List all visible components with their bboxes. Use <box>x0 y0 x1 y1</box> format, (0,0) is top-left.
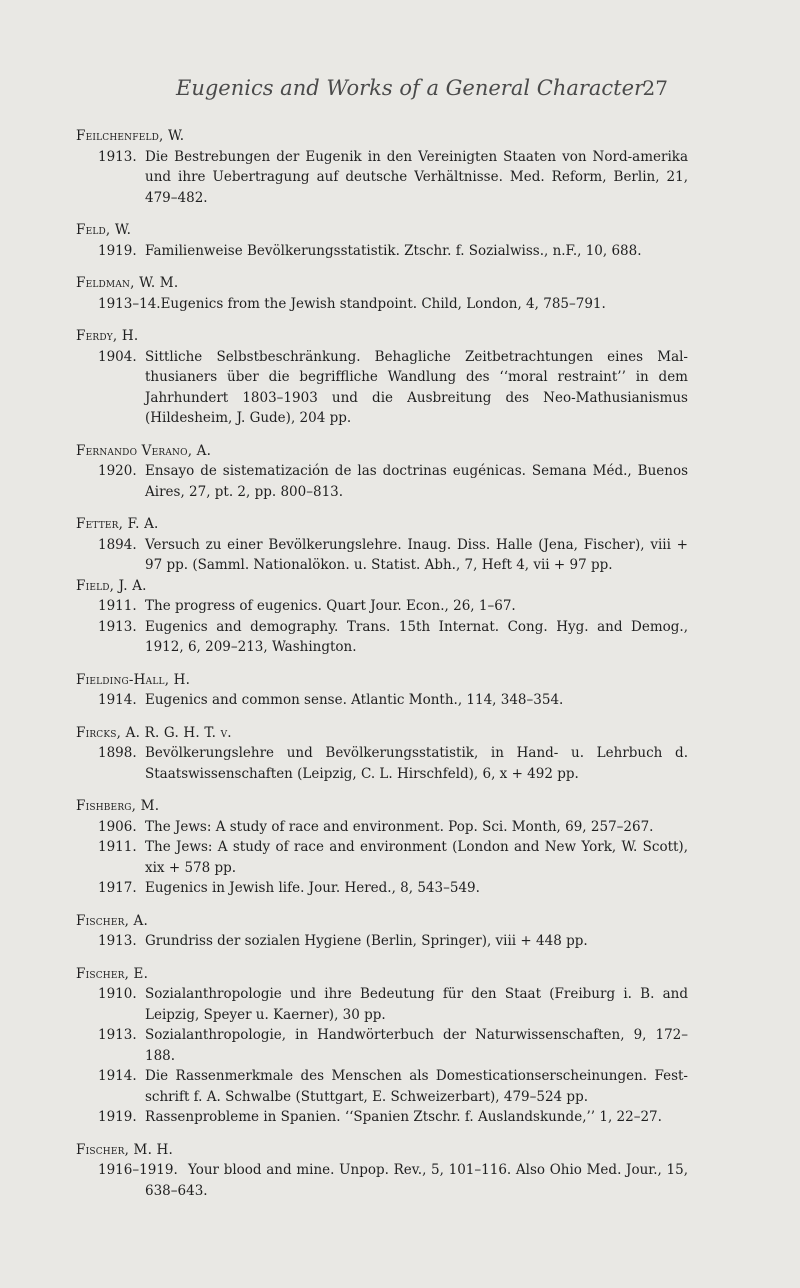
entry-work <box>98 931 688 952</box>
bibliography-list <box>76 126 688 1213</box>
work-text: Die Rassenmerkmale des Menschen als Domesticationserscheinungen. Fest-schrift f. A. Schwalbe (Stuttgart, E. Schweizerbart), 479–524 pp. <box>145 1068 688 1105</box>
work-year: 1904. <box>98 348 137 365</box>
entry-work <box>98 1107 688 1128</box>
bibliography-entry <box>76 1140 688 1202</box>
entry-work <box>98 241 688 262</box>
entry-author: Feld, W. <box>76 222 132 238</box>
bibliography-entry <box>76 576 688 658</box>
entry-author: Fischer, M. H. <box>76 1141 174 1158</box>
work-year: 1916–1919. <box>98 1162 178 1178</box>
work-text: Die Bestrebungen der Eugenik in den Vereinigten Staaten von Nord-amerika und ihre Uebertragung auf deutsche Verhältnisse. Med. Reform, Berlin, 21, 479–482. <box>145 148 688 206</box>
page-number: 27 <box>642 76 668 100</box>
work-year: 1917. <box>98 880 137 896</box>
bibliography-entry <box>76 514 688 576</box>
entry-work <box>98 743 688 784</box>
entry-author: Feilchenfeld, W. <box>76 128 185 144</box>
entry-work <box>98 690 688 711</box>
work-text: The Jews: A study of race and environment. Pop. Sci. Month, 69, 257–267. <box>145 818 654 835</box>
work-year: 1910. <box>98 986 137 1002</box>
bibliography-entry <box>76 796 688 899</box>
work-text: Eugenics and common sense. Atlantic Month., 114, 348–354. <box>145 692 564 708</box>
entry-work <box>98 817 688 838</box>
entry-author: Fircks, A. R. G. H. T. v. <box>76 724 232 741</box>
work-year: 1911. <box>98 598 137 614</box>
entry-author: Fischer, A. <box>76 912 148 929</box>
work-year: 1920. <box>98 463 137 479</box>
work-text: Sozialanthropologie und ihre Bedeutung für den Staat (Freiburg i. B. and Leipzig, Speyer u. Kaerner), 30 pp. <box>145 986 688 1023</box>
work-text: Sozialanthropologie, in Handwörterbuch der Naturwissenschaften, 9, 172–188. <box>145 1027 688 1064</box>
work-text: Familienweise Bevölkerungsstatistik. Ztschr. f. Sozialwiss., n.F., 10, 688. <box>145 242 642 259</box>
entry-author: Fernando Verano, A. <box>76 442 212 459</box>
entry-author: Fielding-Hall, H. <box>76 671 191 688</box>
work-text: Eugenics and demography. Trans. 15th Internat. Cong. Hyg. and Demog., 1912, 6, 209–213, Washington. <box>145 618 688 655</box>
entry-author: Ferdy, H. <box>76 328 139 344</box>
work-text: Bevölkerungslehre und Bevölkerungsstatistik, in Hand- u. Lehrbuch d. Staatswissenschaften (Leipzig, C. L. Hirschfeld), 6, x + 492 pp. <box>145 745 688 782</box>
work-year: 1913. <box>98 618 137 635</box>
entry-work <box>98 1025 688 1066</box>
bibliography-entry <box>76 911 688 952</box>
work-year: 1919. <box>98 242 137 259</box>
work-year: 1919. <box>98 1109 137 1125</box>
work-year: 1894. <box>98 536 137 553</box>
entry-work <box>98 347 688 429</box>
entry-work <box>98 878 688 899</box>
entry-work <box>98 294 688 315</box>
entry-work <box>98 984 688 1025</box>
work-text: The progress of eugenics. Quart Jour. Econ., 26, 1–67. <box>145 598 516 614</box>
bibliography-entry <box>76 670 688 711</box>
work-text: Eugenics from the Jewish standpoint. Child, London, 4, 785–791. <box>160 295 606 312</box>
bibliography-entry <box>76 441 688 503</box>
entry-author: Fischer, E. <box>76 965 149 982</box>
work-year: 1913. <box>98 148 137 165</box>
bibliography-entry <box>76 723 688 785</box>
work-text: Grundriss der sozialen Hygiene (Berlin, Springer), viii + 448 pp. <box>145 933 588 949</box>
entry-work <box>98 1160 688 1201</box>
work-year: 1911. <box>98 839 137 855</box>
work-year: 1913. <box>98 933 137 949</box>
entry-work <box>98 837 688 878</box>
entry-author: Feldman, W. M. <box>76 275 179 291</box>
bibliography-entry <box>76 126 688 208</box>
bibliography-entry <box>76 964 688 1128</box>
work-text: Sittliche Selbstbeschränkung. Behagliche Zeitbetrachtungen eines Mal-thusianers über die begriffliche Wandlung des ‘‘moral restraint’’ in dem Jahrhundert 1803–1903 und die Ausbreitung des Neo-Mathusianismus (Hildesheim, J. Gude), 204 pp. <box>145 348 688 426</box>
work-year: 1914. <box>98 692 137 708</box>
entry-work <box>98 596 688 617</box>
page-header <box>0 76 800 106</box>
entry-author: Fetter, F. A. <box>76 516 159 532</box>
entry-author: Fishberg, M. <box>76 798 160 814</box>
work-year: 1913. <box>98 1027 137 1043</box>
entry-work <box>98 147 688 209</box>
work-text: Your blood and mine. Unpop. Rev., 5, 101–116. Also Ohio Med. Jour., 15, 638–643. <box>145 1162 688 1199</box>
bibliography-entry <box>76 220 688 261</box>
work-text: Eugenics in Jewish life. Jour. Hered., 8, 543–549. <box>145 880 480 896</box>
bibliography-entry <box>76 326 688 429</box>
work-text: Rassenprobleme in Spanien. ‘‘Spanien Ztschr. f. Auslandskunde,’’ 1, 22–27. <box>145 1109 662 1125</box>
work-text: Versuch zu einer Bevölkerungslehre. Inaug. Diss. Halle (Jena, Fischer), viii + 97 pp. (Samml. Nationalökon. u. Statist. Abh., 7, Heft 4, vii + 97 pp. <box>145 536 688 573</box>
bibliography-entry <box>76 273 688 314</box>
entry-work <box>98 461 688 502</box>
work-year: 1914. <box>98 1068 137 1084</box>
work-text: The Jews: A study of race and environment (London and New York, W. Scott), xix + 578 pp. <box>145 839 688 876</box>
entry-work <box>98 1066 688 1107</box>
work-year: 1906. <box>98 818 137 835</box>
work-year: 1898. <box>98 745 137 761</box>
entry-author: Field, J. A. <box>76 577 147 594</box>
work-year: 1913–14. <box>98 295 161 312</box>
work-text: Ensayo de sistematización de las doctrinas eugénicas. Semana Méd., Buenos Aires, 27, pt. 2, pp. 800–813. <box>145 463 688 500</box>
entry-work <box>98 535 688 576</box>
running-title: Eugenics and Works of a General Character <box>176 76 645 100</box>
entry-work <box>98 617 688 658</box>
